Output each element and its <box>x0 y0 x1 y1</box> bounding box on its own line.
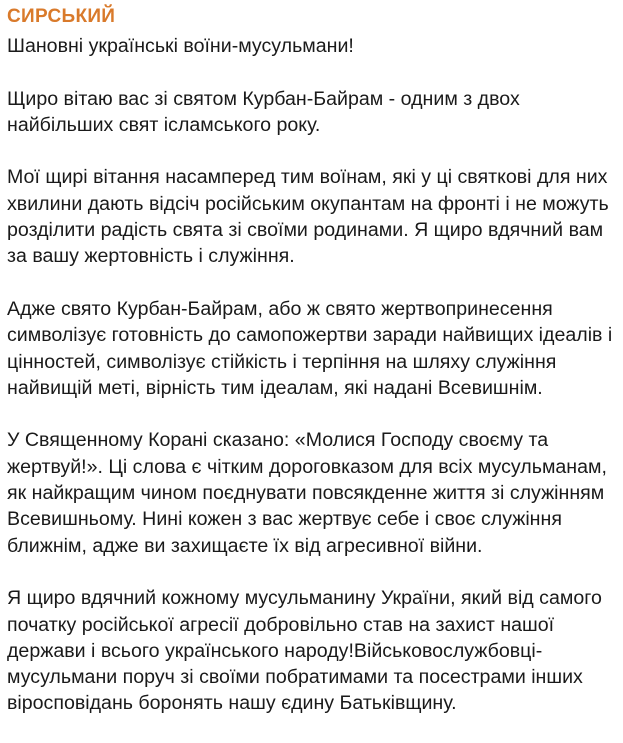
message-paragraph: Мої щирі вітання насамперед тим воїнам, які у ці святкові для них хвилини дають відсіч російським окупантам на фронті і не можуть розділити радість свята зі своїми родинами. Я щиро вдячний вам за вашу жертовність і служіння. <box>7 166 609 268</box>
message-text <box>6 33 622 717</box>
channel-message <box>6 0 622 743</box>
message-paragraph: Я щиро вдячний кожному мусульманину України, який від самого початку російської агресії добровільно став на захист нашої держави і всього українського народу!Військовослужбовці-мусульмани поруч зі своїми побратимами та посестрами інших віросповідань боронять нашу єдину Батьківщину. <box>7 587 602 715</box>
message-paragraph: У Священному Корані сказано: «Молися Господу своєму та жертвуй!». Ці слова є чітким дороговказом для всіх мусульманам, як найкращим чином поєднувати повсякденне життя зі служінням Всевишньому. Нині кожен з вас жертвує себе і своє служіння ближнім, адже ви захищаєте їх від агресивної війни. <box>7 429 607 557</box>
sender-name[interactable]: СИРСЬКИЙ <box>7 6 116 27</box>
message-paragraph-greeting: Шановні українські воїни-мусульмани! <box>7 35 354 57</box>
message-paragraph: Адже свято Курбан-Байрам, або ж свято жертвопринесення символізує готовність до самопожертви заради найвищих ідеалів і цінностей, символізує стійкість і терпіння на шляху служіння найвищій меті, вірність тим ідеалам, які надані Всевишнім. <box>7 297 613 399</box>
message-paragraph: Щиро вітаю вас зі святом Курбан-Байрам - одним з двох найбільших свят ісламського року. <box>7 87 520 136</box>
